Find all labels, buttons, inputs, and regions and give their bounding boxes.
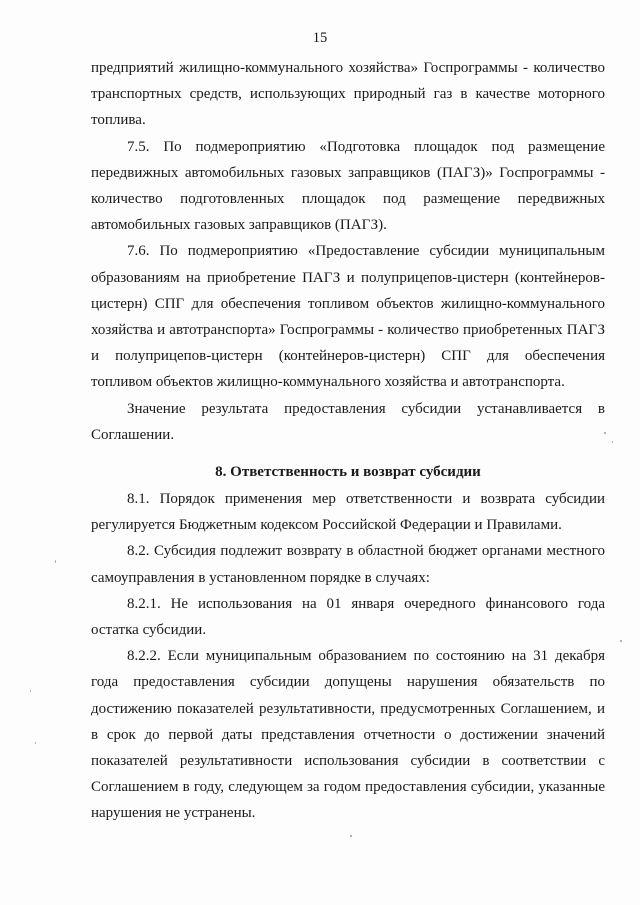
section-8-heading: 8. Ответственность и возврат субсидии <box>215 464 481 480</box>
body-text-section-8 <box>91 486 605 827</box>
body-text-top <box>91 55 605 448</box>
scan-speck <box>30 690 31 692</box>
scan-speck <box>350 835 352 837</box>
paragraph-continuation: предприятий жилищно-коммунального хозяйства» Госпрограммы - количество транспортных средств, использующих природный газ в качестве моторного топлива. <box>91 60 605 129</box>
scan-speck <box>55 560 56 563</box>
paragraph-7-6: 7.6. По подмероприятию «Предоставление субсидии муниципальным образованиям на приобретение ПАГЗ и полуприцепов-цистерн (контейнеров-цистерн) СПГ для обеспечения топливом объектов жилищно-коммунального хозяйства и автотранспорта» Госпрограммы - количество приобретенных ПАГЗ и полуприцепов-цистерн (контейнеров-цистерн) СПГ для обеспечения топливом объектов жилищно-коммунального хозяйства и автотранспорта. <box>91 243 605 391</box>
paragraph-8-1: 8.1. Порядок применения мер ответственности и возврата субсидии регулируется Бюджетным кодексом Российской Федерации и Правилами. <box>91 491 605 534</box>
paragraph-8-2: 8.2. Субсидия подлежит возврату в областной бюджет органами местного самоуправления в установленном порядке в случаях: <box>91 543 605 586</box>
paragraph-8-2-1: 8.2.1. Не использования на 01 января очередного финансового года остатка субсидии. <box>91 595 605 639</box>
paragraph-result-value: Значение результата предоставления субсидии устанавливается в Соглашении. <box>91 400 605 443</box>
scan-speck <box>612 441 613 443</box>
scan-speck <box>620 640 622 642</box>
paragraph-7-5: 7.5. По подмероприятию «Подготовка площадок под размещение передвижных автомобильных газовых заправщиков (ПАГЗ)» Госпрограммы - количество подготовленных площадок под размещение передвижных автомобильных газовых заправщиков (ПАГЗ). <box>91 138 605 234</box>
scan-speck <box>604 432 606 434</box>
scan-speck <box>35 742 36 744</box>
page-number: 15 <box>312 30 328 46</box>
paragraph-8-2-2: 8.2.2. Если муниципальным образованием по состоянию на 31 декабря года предоставления субсидии допущены нарушения обязательств по достижению показателей результативности, предусмотренных Соглашением, и в срок до первой даты представления отчетности о достижении значений показателей результативности использования субсидии в соответствии с Соглашением в году, следующем за годом предоставления субсидии, указанные нарушения не устранены. <box>91 648 605 822</box>
